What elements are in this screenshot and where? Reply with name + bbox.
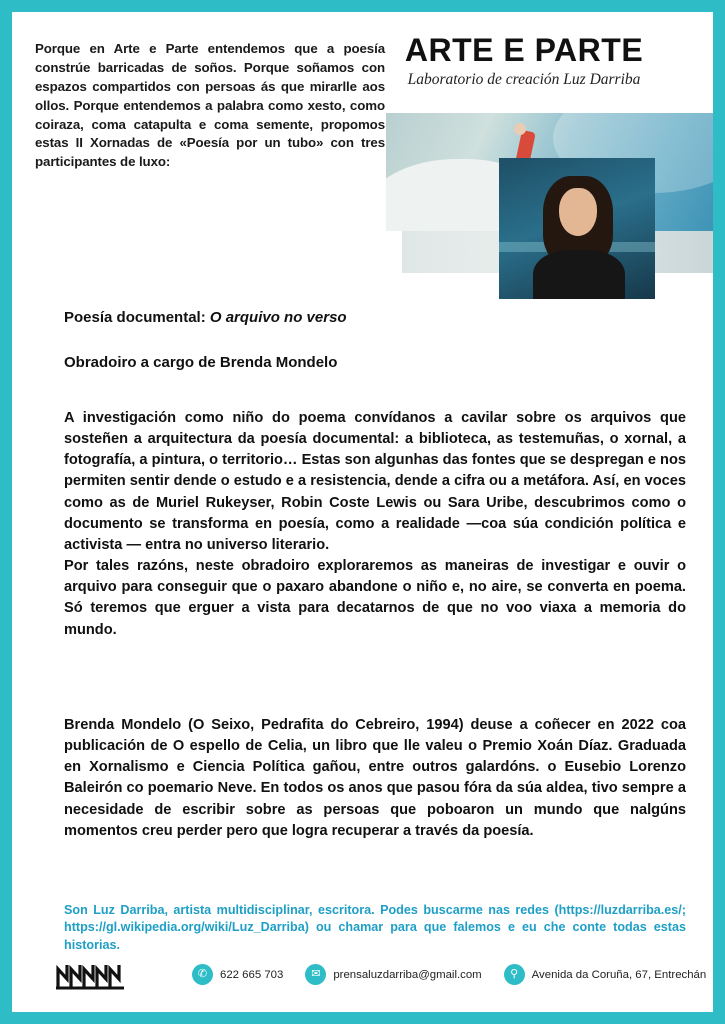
section-title-plain: Poesía documental: bbox=[64, 309, 210, 326]
contact-address-label: Avenida da Coruña, 67, Entrechán bbox=[531, 968, 707, 981]
phone-icon: ✆ bbox=[192, 964, 213, 985]
contact-address[interactable] bbox=[504, 964, 707, 985]
brand-title: ARTE E PARTE bbox=[404, 32, 644, 68]
photo-portrait-face bbox=[559, 188, 597, 236]
author-note: Son Luz Darriba, artista multidisciplinar, escritora. Podes buscarme nas redes (https://luzdarriba.es/; https://gl.wikipedia.org/wiki/Luz_Darriba) ou chamar para que falemos e eu che conte todas estas historias. bbox=[64, 903, 686, 952]
brand-block bbox=[359, 34, 689, 89]
brand-subtitle: Laboratorio de creación Luz Darriba bbox=[407, 70, 641, 88]
location-pin-icon: ⚲ bbox=[504, 964, 525, 985]
footer bbox=[12, 960, 713, 994]
contact-row bbox=[192, 964, 706, 985]
contact-email[interactable] bbox=[305, 964, 481, 985]
contact-phone-label: 622 665 703 bbox=[220, 968, 284, 981]
bio-text bbox=[64, 715, 686, 842]
envelope-icon: ✉ bbox=[305, 964, 326, 985]
photo-portrait-body bbox=[533, 250, 625, 299]
poster-page bbox=[12, 12, 713, 1012]
section-title bbox=[64, 309, 347, 326]
body-paragraph-1: A investigación como niño do poema convídanos a cavilar sobre os arquivos que sosteñen a arquitectura da poesía documental: a biblioteca, as testemuñas, o xornal, a fotografía, a pintura, o territorio… Estas son algunhas das fontes que se despregan e nos permiten sentir dende o estudo e a resistencia, dende a cifra ou a metáfora. Así, en voces como as de Muriel Rukeyser, Robin Coste Lewis ou Sara Uribe, descubrimos como o documento se transforma en poesía, como a realidade —coa súa condición política e activista — entra no universo literario. bbox=[64, 410, 686, 553]
section-title-italic: O arquivo no verso bbox=[209, 309, 347, 326]
section-subtitle: Obradoiro a cargo de Brenda Mondelo bbox=[64, 354, 338, 371]
contact-email-label: prensaluzdarriba@gmail.com bbox=[333, 968, 482, 981]
body-text bbox=[64, 408, 686, 641]
arte-e-parte-logo bbox=[54, 960, 150, 990]
intro-paragraph: Porque en Arte e Parte entendemos que a poesía constrúe barricadas de soños. Porque soñamos con espazos compartidos con persoas ás que mirarlle aos ollos. Porque entendemos a palabra como xesto, como coiraza, coma catapulta e coma semente, propomos estas II Xornadas de «Poesía por un tubo» con tres participantes de luxo: bbox=[35, 41, 385, 170]
bio-paragraph-1: Brenda Mondelo (O Seixo, Pedrafita do Cebreiro, 1994) deuse a coñecer en 2022 coa publicación de O espello de Celia, un libro que lle valeu o Premio Xoán Díaz. Graduada en Xornalismo e Ciencia Política gañou, entre outros galardóns. o Eusebio Lorenzo Baleirón co poemario Neve. En todos os anos que pasou fóra da súa aldea, tivo sempre a necesidade de escribir sobre as persoas que poboaron un mundo que nalgúns momentos creu perder pero que logra recuperar a través da poesía. bbox=[64, 717, 686, 839]
contact-phone[interactable] bbox=[192, 964, 283, 985]
photo-portrait bbox=[499, 158, 655, 299]
body-paragraph-2: Por tales razóns, neste obradoiro exploraremos as maneiras de investigar e ouvir o arquivo para conseguir que o paxaro abandone o niño e, no aire, se converta en poema. Só teremos que erguer a vista para decatarnos de que no voo viaxa a memoria do mundo. bbox=[64, 558, 686, 638]
photo-figure-head bbox=[514, 123, 526, 135]
